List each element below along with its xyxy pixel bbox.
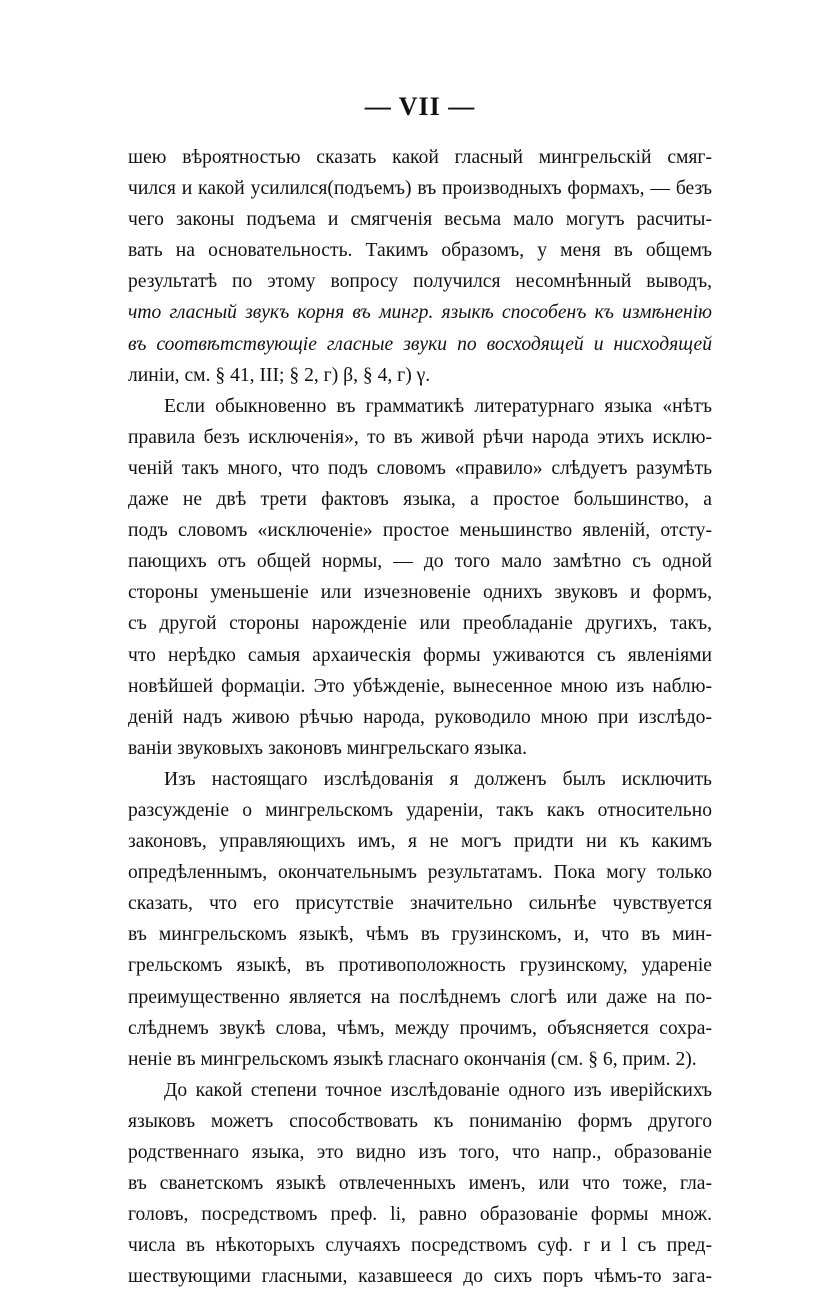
text-line: чего законы подъема и смягченія весьма мало могутъ расчиты- xyxy=(128,209,712,231)
text-line: Если обыкновенно въ грамматикѣ литературнаго языка «нѣтъ xyxy=(164,395,712,417)
page-number-header: — VII — xyxy=(364,92,476,121)
text-line: въ сванетскомъ языкѣ отвлеченныхъ именъ, или что тоже, гла- xyxy=(128,1173,712,1195)
text-line: результатѣ по этому вопросу получился несомнѣнный выводъ, xyxy=(128,271,712,293)
text-line: головъ, посредствомъ преф. li, равно образованіе формы множ. xyxy=(128,1204,712,1226)
text-line: преимущественно является на послѣднемъ слогѣ или даже на по- xyxy=(128,986,712,1008)
text-line: ваніи звуковыхъ законовъ мингрельскаго языка. xyxy=(128,737,527,759)
body-text xyxy=(128,142,712,1292)
text-line: ченій такъ много, что подъ словомъ «правило» слѣдуетъ разумѣть xyxy=(128,457,712,479)
paragraph-1 xyxy=(128,142,712,391)
text-line: вать на основательность. Такимъ образомъ, у меня въ общемъ xyxy=(128,240,712,262)
text-line: опредѣленнымъ, окончательнымъ результатамъ. Пока могу только xyxy=(128,862,712,884)
paragraph-2 xyxy=(128,391,712,764)
text-line: линіи, см. § 41, III; § 2, г) β, § 4, г) γ. xyxy=(128,364,431,386)
text-line: языковъ можетъ способствовать къ пониманію формъ другого xyxy=(128,1110,712,1132)
text-line: числа въ нѣкоторыхъ случаяхъ посредствомъ суф. r и l съ пред- xyxy=(128,1235,712,1257)
text-line: стороны уменьшеніе или изчезновеніе однихъ звуковъ и формъ, xyxy=(128,582,712,604)
text-line: шею вѣроятностью сказать какой гласный мингрельскій смяг- xyxy=(128,147,712,168)
text-line: что гласный звукъ корня въ мингр. языкѣ способенъ къ измѣненію xyxy=(128,302,712,324)
text-line: неніе въ мингрельскомъ языкѣ гласнаго окончанія (см. § 6, прим. 2). xyxy=(128,1048,697,1070)
text-line: грельскомъ языкѣ, въ противоположность грузинскому, удареніе xyxy=(128,955,712,977)
text-line: сказать, что его присутствіе значительно сильнѣе чувствуется xyxy=(128,893,712,915)
text-line: До какой степени точное изслѣдованіе одного изъ иверійскихъ xyxy=(164,1079,712,1101)
text-line: правила безъ исключенія», то въ живой рѣчи народа этихъ исклю- xyxy=(128,426,712,448)
text-line: разсужденіе о мингрельскомъ удареніи, такъ какъ относительно xyxy=(128,799,712,821)
text-line: подъ словомъ «исключеніе» простое меньшинство явленій, отсту- xyxy=(128,520,712,542)
text-line: чился и какой усилился(подъемъ) въ производныхъ формахъ, — безъ xyxy=(128,178,712,200)
text-line: Изъ настоящаго изслѣдованія я долженъ былъ исключить xyxy=(164,768,712,790)
paragraph-4 xyxy=(128,1075,712,1292)
text-line: слѣднемъ звукѣ слова, чѣмъ, между прочимъ, объясняется сохра- xyxy=(128,1017,712,1039)
text-line: даже не двѣ трети фактовъ языка, а простое большинство, а xyxy=(128,489,712,511)
text-line: что нерѣдко самыя архаическія формы уживаются съ явленіями xyxy=(128,644,712,666)
text-line: новѣйшей формаціи. Это убѣжденіе, вынесенное мною изъ наблю- xyxy=(128,675,712,697)
text-line: въ мингрельскомъ языкѣ, чѣмъ въ грузинскомъ, и, что въ мин- xyxy=(128,924,712,946)
paragraph-3 xyxy=(128,764,712,1075)
text-line: въ соотвѣтствующіе гласные звуки по восходящей и нисходящей xyxy=(128,333,712,355)
text-line: пающихъ отъ общей нормы, — до того мало замѣтно съ одной xyxy=(128,551,712,573)
text-line: родственнаго языка, это видно изъ того, что напр., образованіе xyxy=(128,1142,712,1163)
text-line: законовъ, управляющихъ имъ, я не могъ придти ни къ какимъ xyxy=(128,831,712,853)
text-line: съ другой стороны нарожденіе или преобладаніе другихъ, такъ, xyxy=(128,613,712,635)
text-line: шествующими гласными, казавшееся до сихъ поръ чѣмъ-то зага- xyxy=(128,1266,712,1288)
text-line: деній надъ живою рѣчью народа, руководило мною при изслѣдо- xyxy=(128,706,712,728)
